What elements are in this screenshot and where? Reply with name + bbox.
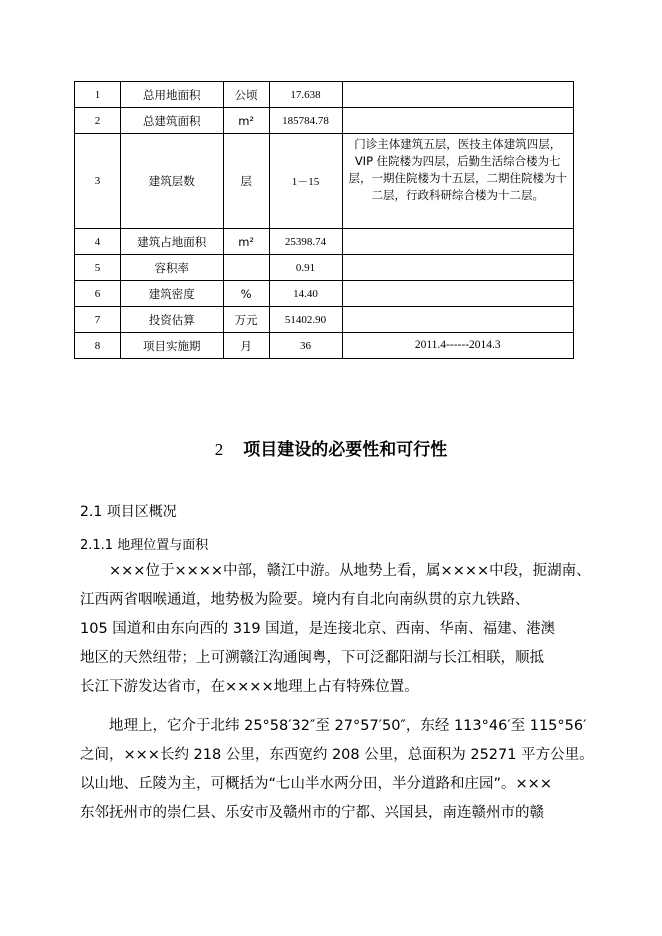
row-note bbox=[342, 307, 574, 333]
row-number: 2 bbox=[75, 108, 121, 134]
table-row bbox=[75, 333, 574, 359]
table-row bbox=[75, 255, 574, 281]
paragraph-line: 江西两省咽喉通道，地势极为险要。境内有自北向南纵贯的京九铁路、 bbox=[80, 592, 530, 608]
row-value: 14.40 bbox=[269, 281, 342, 307]
paragraph-line: 之间，×××长约 218 公里，东西宽约 208 公里，总面积为 25271 平方公里。 bbox=[80, 747, 594, 763]
row-note bbox=[342, 108, 574, 134]
row-unit: 层 bbox=[223, 134, 269, 229]
section-number: 2 bbox=[214, 440, 224, 459]
row-unit: 公顷 bbox=[223, 82, 269, 108]
row-number: 5 bbox=[75, 255, 121, 281]
project-indicator-table bbox=[74, 81, 574, 359]
row-note bbox=[342, 82, 574, 108]
subsection-heading: 2.1 项目区概况 bbox=[80, 504, 177, 520]
row-item: 项目实施期 bbox=[120, 333, 223, 359]
row-unit: 月 bbox=[223, 333, 269, 359]
row-number: 4 bbox=[75, 229, 121, 255]
row-value: 25398.74 bbox=[269, 229, 342, 255]
row-unit: m² bbox=[223, 229, 269, 255]
paragraph-geography bbox=[80, 712, 594, 828]
row-note bbox=[342, 281, 574, 307]
subsubsection-heading: 2.1.1 地理位置与面积 bbox=[80, 538, 209, 553]
row-note bbox=[342, 229, 574, 255]
row-number: 1 bbox=[75, 82, 121, 108]
row-item: 容积率 bbox=[120, 255, 223, 281]
table-row bbox=[75, 281, 574, 307]
row-note: 2011.4------2014.3 bbox=[342, 333, 574, 359]
row-value: 36 bbox=[269, 333, 342, 359]
paragraph-location bbox=[80, 557, 591, 702]
row-number: 8 bbox=[75, 333, 121, 359]
row-unit: 万元 bbox=[223, 307, 269, 333]
row-unit bbox=[223, 255, 269, 281]
row-item: 建筑层数 bbox=[120, 134, 223, 229]
row-item: 总建筑面积 bbox=[120, 108, 223, 134]
paragraph-line: 东邻抚州市的崇仁县、乐安市及赣州市的宁都、兴国县，南连赣州市的赣 bbox=[80, 805, 544, 821]
table-row bbox=[75, 108, 574, 134]
table-row bbox=[75, 134, 574, 229]
table-row bbox=[75, 82, 574, 108]
paragraph-line: ×××位于××××中部，赣江中游。从地势上看，属××××中段，扼湖南、 bbox=[109, 563, 591, 579]
row-value: 51402.90 bbox=[269, 307, 342, 333]
section-heading bbox=[0, 435, 662, 460]
paragraph-line: 105 国道和由东向西的 319 国道，是连接北京、西南、华南、福建、港澳 bbox=[80, 621, 556, 637]
row-item: 建筑占地面积 bbox=[120, 229, 223, 255]
row-item: 总用地面积 bbox=[120, 82, 223, 108]
row-value: 1－15 bbox=[269, 134, 342, 229]
paragraph-line: 地理上，它介于北纬 25°58′32″至 27°57′50″，东经 113°46′至 115°56′ bbox=[109, 718, 587, 734]
row-item: 投资估算 bbox=[120, 307, 223, 333]
row-number: 7 bbox=[75, 307, 121, 333]
paragraph-line: 长江下游发达省市，在××××地理上占有特殊位置。 bbox=[80, 679, 419, 695]
paragraph-line: 以山地、丘陵为主，可概括为“七山半水两分田，半分道路和庄园”。××× bbox=[80, 776, 552, 792]
row-unit: m² bbox=[223, 108, 269, 134]
row-unit: % bbox=[223, 281, 269, 307]
table-row bbox=[75, 307, 574, 333]
row-note: 门诊主体建筑五层，医技主体建筑四层，VIP 住院楼为四层，后勤生活综合楼为七层，一期住院楼为十五层，二期住院楼为十二层，行政科研综合楼为十二层。 bbox=[342, 134, 574, 229]
row-note bbox=[342, 255, 574, 281]
row-number: 3 bbox=[75, 134, 121, 229]
section-title: 项目建设的必要性和可行性 bbox=[243, 440, 448, 460]
table-row bbox=[75, 229, 574, 255]
row-item: 建筑密度 bbox=[120, 281, 223, 307]
row-number: 6 bbox=[75, 281, 121, 307]
row-value: 17.638 bbox=[269, 82, 342, 108]
paragraph-line: 地区的天然纽带；上可溯赣江沟通闽粤，下可泛鄱阳湖与长江相联，顺抵 bbox=[80, 650, 544, 666]
row-value: 0.91 bbox=[269, 255, 342, 281]
row-value: 185784.78 bbox=[269, 108, 342, 134]
